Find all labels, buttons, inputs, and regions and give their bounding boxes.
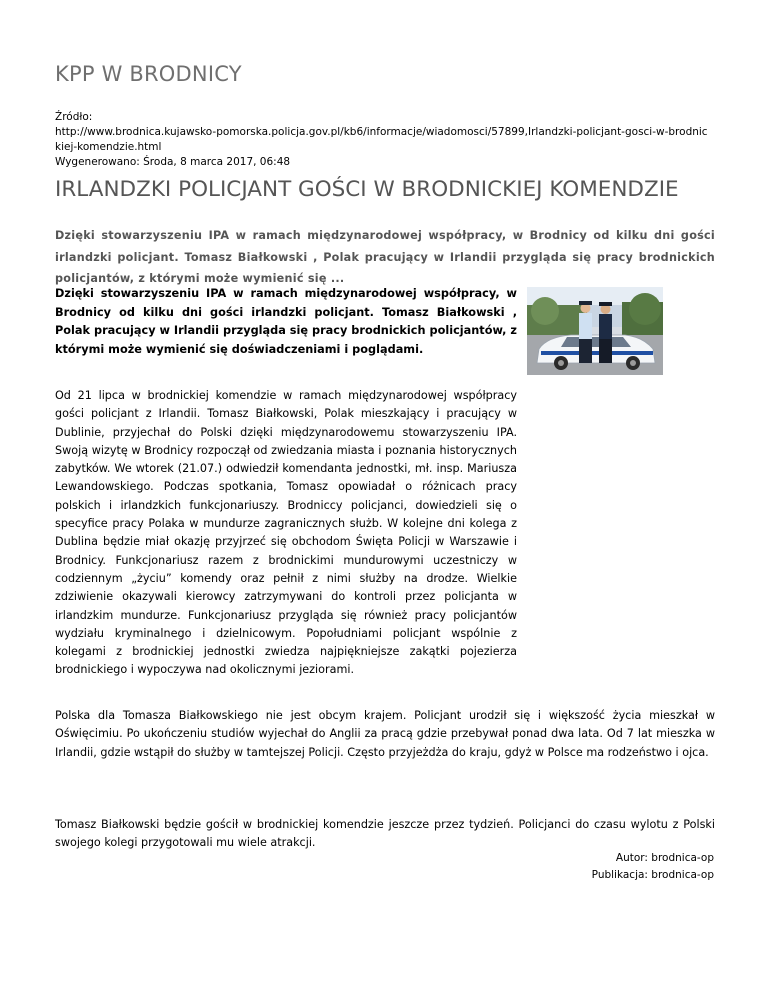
- article-body: Od 21 lipca w brodnickiej komendzie w ramach międzynarodowej współpracy gości policjant z Irlandii. Tomasz Białkowski, Polak mieszkający i pracujący w Dublinie, przyjechał do Polski dzięki międzynarodowemu stowarzyszeniu IPA. Swoją wizytę w Brodnicy rozpoczął od zwiedzania miasta i poznania historycznych zabytków. We wtorek (21.07.) odwiedził komendanta jednostki, mł. insp. Mariusza Lewandowskiego. Podczas spotkania, Tomasz opowiadał o różnicach pracy polskich i irlandzkich funkcjonariuszy. Brodniccy policjanci, dowiedzieli się o specyfice pracy Polaka w mundurze zagranicznych służb. W kolejne dni kolega z Dublina będzie miał okazję przyjrzeć się obchodom Święta Policji w Warszawie i Brodnicy. Funkcjonariusz razem z brodnickimi mundurowymi uczestniczy w codziennym „życiu” komendy oraz pełnił z nimi służby na drodze. Wielkie zdziwienie okazywali kierowcy zatrzymywani do kontroli przez policjanta w irlandzkim mundurze. Funkcjonariusz przygląda się również pracy policjantów wydziału kryminalnego i dzielnicowym. Popołudniami policjant wspólnie z kolegami z brodnickiej jednostki zwiedza najpiękniejsze zakątki pojezierza brodnickiego i wypoczywa nad okolicznymi jeziorami.: [55, 389, 517, 677]
- article-footer: [592, 850, 714, 884]
- article-paragraph-2: Polska dla Tomasza Białkowskiego nie jest obcym krajem. Policjant urodził się i większość życia mieszkał w Oświęcimiu. Po ukończeniu studiów wyjechał do Anglii za pracą gdzie przebywał ponad dwa lata. Od 7 lat mieszka w Irlandii, gdzie wstąpił do służby w tamtejszej Policji. Często przyjeżdża do kraju, gdyż w Polsce ma rodzeństwo i ojca.: [55, 709, 715, 759]
- publication-label: Publikacja: brodnica-op: [591, 869, 714, 881]
- police-photo-illustration: [527, 287, 663, 375]
- article-intro: Dzięki stowarzyszeniu IPA w ramach międzynarodowej współpracy, w Brodnicy od kilku dni gości irlandzki policjant. Tomasz Białkowski , Polak pracujący w Irlandii przygląda się pracy brodnickich policjantów, z którymi może wymienić się doświadczeniami i poglądami.: [55, 287, 517, 356]
- source-url-line2: kiej-komendzie.html: [55, 141, 162, 153]
- source-meta: [55, 110, 720, 170]
- author-label: Autor: brodnica-op: [615, 852, 714, 864]
- police-officers-photo: [527, 287, 663, 375]
- source-url-line1: http://www.brodnica.kujawsko-pomorska.policja.gov.pl/kb6/informacje/wiadomosci/57899,Irlandzki-policjant-gosci-w-brodnic: [55, 126, 708, 138]
- article-title: IRLANDZKI POLICJANT GOŚCI W BRODNICKIEJ KOMENDZIE: [55, 177, 679, 202]
- source-label: Źródło:: [55, 111, 93, 123]
- article-lead: Dzięki stowarzyszeniu IPA w ramach międzynarodowej współpracy, w Brodnicy od kilku dni gości irlandzki policjant. Tomasz Białkowski , Polak pracujący w Irlandii przygląda się pracy brodnickich policjantów, z którymi może wymienić się ...: [55, 229, 715, 285]
- article-paragraph-3: Tomasz Białkowski będzie gościł w brodnickiej komendzie jeszcze przez tydzień. Policjanci do czasu wylotu z Polski swojego kolegi przygotowali mu wiele atrakcji.: [55, 818, 715, 850]
- generated-date: Wygenerowano: Środa, 8 marca 2017, 06:48: [55, 156, 291, 168]
- site-title: KPP W BRODNICY: [55, 62, 242, 86]
